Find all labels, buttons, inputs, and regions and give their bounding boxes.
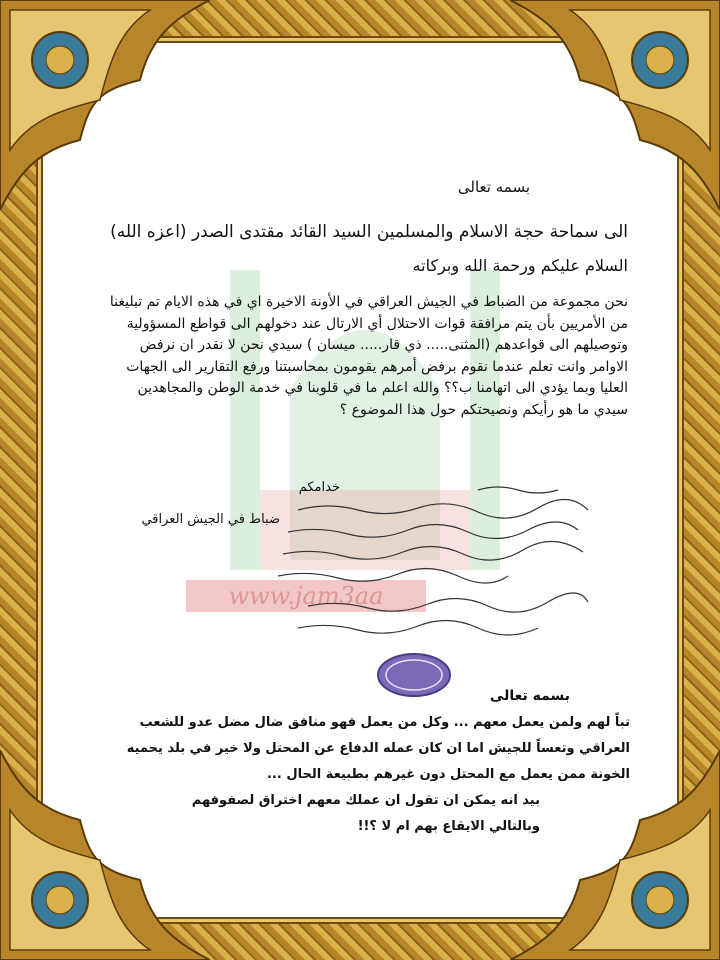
transcription-paragraph-2: بيد انه يمكن ان تقول ان عملك معهم اختراق لصفوفهم وبالتالي الايقاع بهم ام لا ؟!!	[191, 793, 540, 834]
corner-ornament-top-left	[0, 0, 210, 210]
salutation: بسمه تعالى	[457, 178, 530, 196]
corner-ornament-top-right	[510, 0, 720, 210]
watermark-url: www.jam3aa	[186, 580, 426, 612]
transcription-title: بسمه تعالى	[489, 688, 570, 704]
addressee-line: الى سماحة حجة الاسلام والمسلمين السيد القائد مقتدى الصدر (اعزه الله)	[110, 222, 628, 242]
transcription-paragraph-1: تباً لهم ولمن يعمل معهم ... وكل من يعمل فهو منافق ضال مضل عدو للشعب العراقي وتعساً للجيش اما ان كان عمله الدفاع عن المحتل ولا خير في بلد يحميه الخونة ممن يعمل مع المحتل دون غيرهم بطبيعة الحال ...	[126, 715, 630, 782]
handwritten-reply	[268, 478, 628, 648]
greeting-line: السلام عليكم ورحمة الله وبركاته	[412, 256, 628, 275]
signer: ضباط في الجيش العراقي	[141, 512, 280, 527]
seal-stamp	[376, 652, 452, 698]
closing: خدامكم	[298, 480, 340, 495]
letter-body: نحن مجموعة من الضباط في الجيش العراقي في الأونة الاخيرة اي في هذه الايام تم تبليغنا من الأمريين بأن يتم مرافقة قوات الاحتلال أي الارتال عند دخولهم الى قواطع المسؤولية وتوصيلهم الى قواعدهم (المثنى..... ذي قار..... ميسان ) سيدي نحن لا نقدر ان نرفض الاوامر وانت تعلم عندما نقوم برفض أمرهم يقومون بمحاسبتنا ورفع التقارير الى الجهات العليا وبما يؤدي الى اتهامنا ب؟؟ والله اعلم ما في قلوبنا في خدمة الوطن والمجاهدين سيدي ما هو رأيكم ونصيحتكم حول هذا الموضوع ؟	[109, 294, 628, 418]
